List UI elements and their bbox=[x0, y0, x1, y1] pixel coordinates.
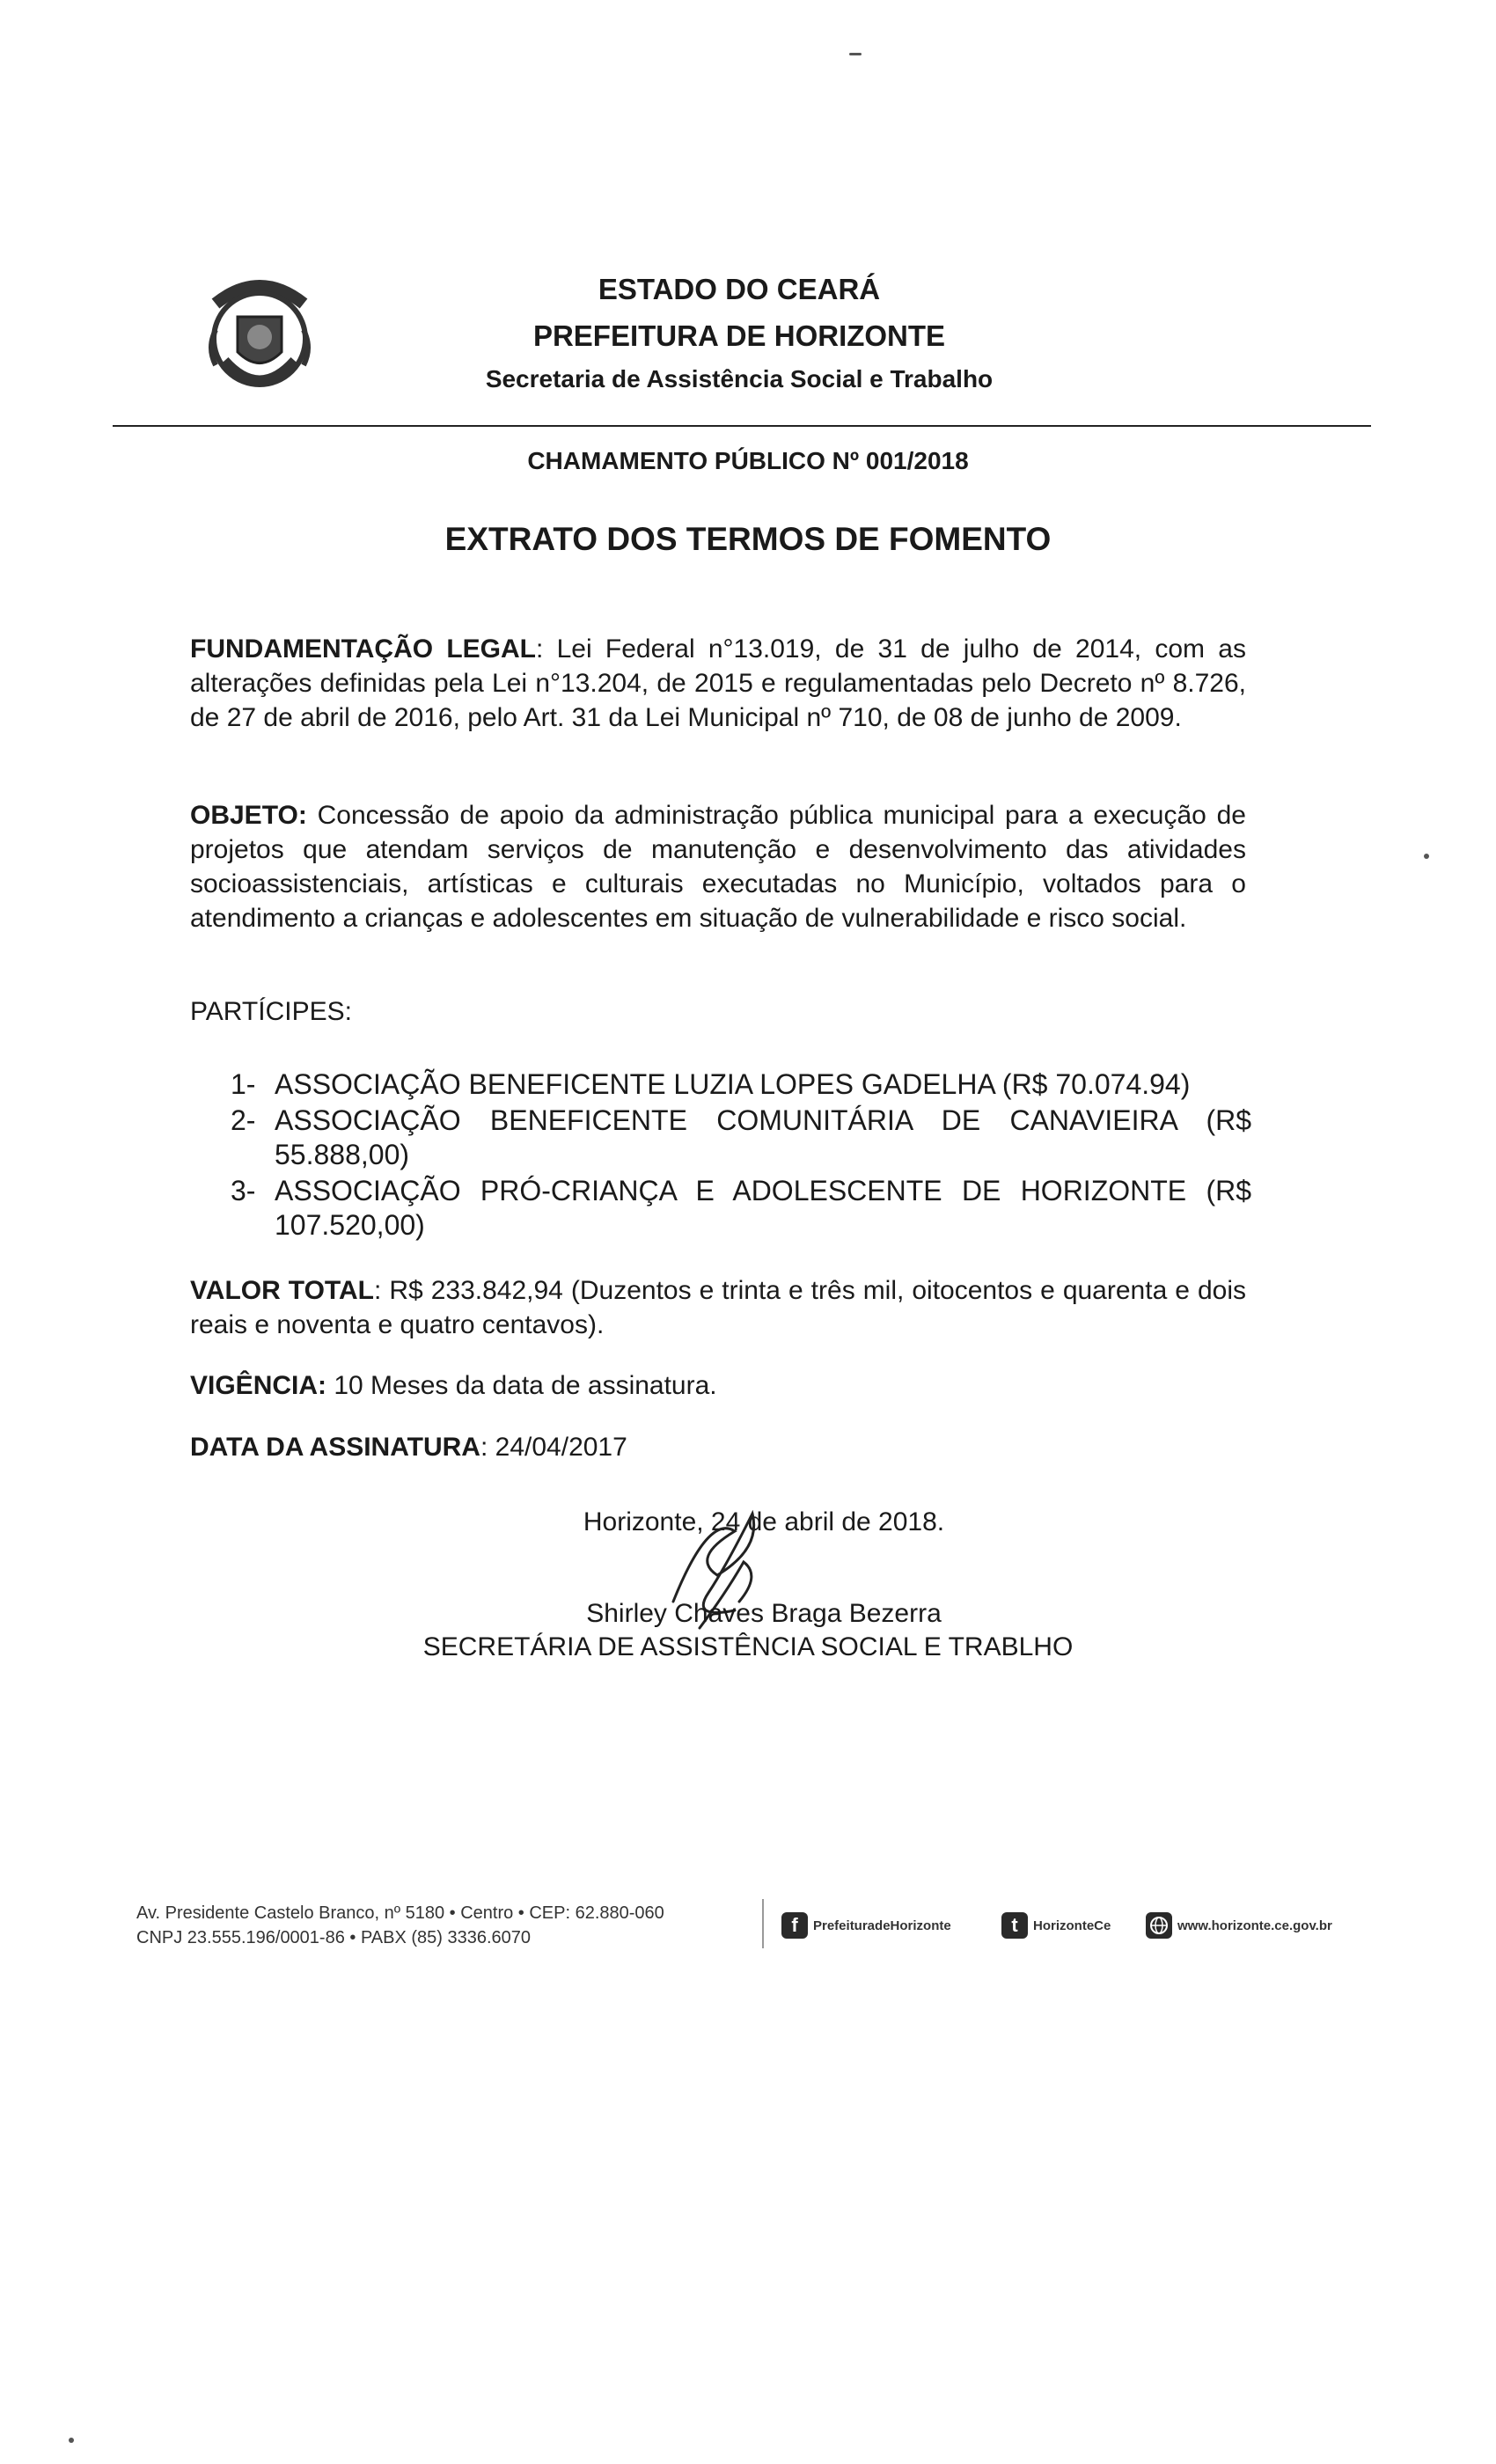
header-state: ESTADO DO CEARÁ bbox=[598, 273, 881, 305]
twitter-handle: HorizonteCe bbox=[1033, 1918, 1111, 1933]
item-number: 3- bbox=[231, 1175, 256, 1206]
list-item bbox=[231, 1174, 1251, 1243]
globe-icon bbox=[1146, 1912, 1172, 1939]
scan-speck bbox=[1424, 854, 1429, 859]
list-item bbox=[231, 1104, 1251, 1172]
object-label: OBJETO: bbox=[190, 801, 307, 830]
object-text: Concessão de apoio da administração pública municipal para a execução de projetos que atendam serviços de manutenção e desenvolvimento das atividades socioassistenciais, artísticas e culturais executadas no Município, voltados para o atendimento a crianças e adolescentes em situação de vulnerabilidade e risco social. bbox=[190, 801, 1246, 933]
validity-text: 10 Meses da data de assinatura. bbox=[326, 1371, 717, 1400]
footer-divider bbox=[762, 1899, 764, 1948]
scan-speck bbox=[849, 53, 862, 55]
item-number: 1- bbox=[231, 1068, 256, 1100]
participant-name: ASSOCIAÇÃO BENEFICENTE COMUNITÁRIA DE CANAVIEIRA (R$ 55.888,00) bbox=[275, 1104, 1251, 1170]
signature-date-label: DATA DA ASSINATURA bbox=[190, 1433, 480, 1462]
facebook-handle: PrefeituradeHorizonte bbox=[813, 1918, 951, 1933]
public-call-number: CHAMAMENTO PÚBLICO Nº 001/2018 bbox=[527, 447, 969, 474]
list-item bbox=[231, 1067, 1251, 1102]
website-url: www.horizonte.ce.gov.br bbox=[1177, 1918, 1332, 1933]
legal-basis-text: : Lei Federal n°13.019, de 31 de julho de 2014, com as alterações definidas pela Lei n°13.204, de 2015 e regulamentadas pelo Decreto nº 8.726, de 27 de abril de 2016, pelo Art. 31 da Lei Municipal nº 710, de 08 de junho de 2009. bbox=[190, 634, 1246, 732]
total-value-paragraph bbox=[190, 1273, 1246, 1342]
total-value-text: : R$ 233.842,94 (Duzentos e trinta e três mil, oitocentos e quarenta e dois reais e noventa e quatro centavos). bbox=[190, 1276, 1246, 1339]
document-title: EXTRATO DOS TERMOS DE FOMENTO bbox=[444, 521, 1052, 557]
legal-basis-paragraph bbox=[190, 632, 1246, 735]
footer-twitter-link[interactable] bbox=[1001, 1912, 1111, 1939]
participants-label: PARTÍCIPES: bbox=[190, 997, 352, 1026]
footer-address-line: Av. Presidente Castelo Branco, nº 5180 • Centro • CEP: 62.880-060 bbox=[136, 1903, 664, 1923]
scan-speck bbox=[69, 2438, 74, 2443]
participant-name: ASSOCIAÇÃO BENEFICENTE LUZIA LOPES GADELHA (R$ 70.074.94) bbox=[275, 1068, 1191, 1100]
facebook-icon: f bbox=[781, 1912, 808, 1939]
validity-paragraph bbox=[190, 1368, 1246, 1403]
signature-date-text: : 24/04/2017 bbox=[480, 1433, 627, 1462]
total-value-label: VALOR TOTAL bbox=[190, 1276, 374, 1305]
twitter-icon: t bbox=[1001, 1912, 1028, 1939]
signatory-name: Shirley Chaves Braga Bezerra bbox=[586, 1599, 942, 1628]
signature-date-paragraph bbox=[190, 1430, 1246, 1464]
footer-registry-line: CNPJ 23.555.196/0001-86 • PABX (85) 3336.6070 bbox=[136, 1928, 532, 1947]
place-and-date: Horizonte, 24 de abril de 2018. bbox=[583, 1507, 945, 1536]
footer-website-link[interactable] bbox=[1146, 1912, 1332, 1939]
participants-list bbox=[231, 1067, 1251, 1244]
participant-name: ASSOCIAÇÃO PRÓ-CRIANÇA E ADOLESCENTE DE HORIZONTE (R$ 107.520,00) bbox=[275, 1175, 1251, 1241]
validity-label: VIGÊNCIA: bbox=[190, 1371, 327, 1400]
item-number: 2- bbox=[231, 1104, 256, 1136]
header-department: Secretaria de Assistência Social e Trabalho bbox=[485, 365, 994, 392]
object-paragraph bbox=[190, 798, 1246, 935]
header-city-hall: PREFEITURA DE HORIZONTE bbox=[532, 319, 946, 352]
legal-basis-label: FUNDAMENTAÇÃO LEGAL bbox=[190, 634, 536, 664]
signatory-role: SECRETÁRIA DE ASSISTÊNCIA SOCIAL E TRABLHO bbox=[422, 1632, 1074, 1661]
municipal-seal-logo bbox=[198, 268, 321, 400]
footer-address bbox=[136, 1901, 664, 1950]
footer-facebook-link[interactable] bbox=[781, 1912, 951, 1939]
header-divider bbox=[113, 425, 1371, 427]
